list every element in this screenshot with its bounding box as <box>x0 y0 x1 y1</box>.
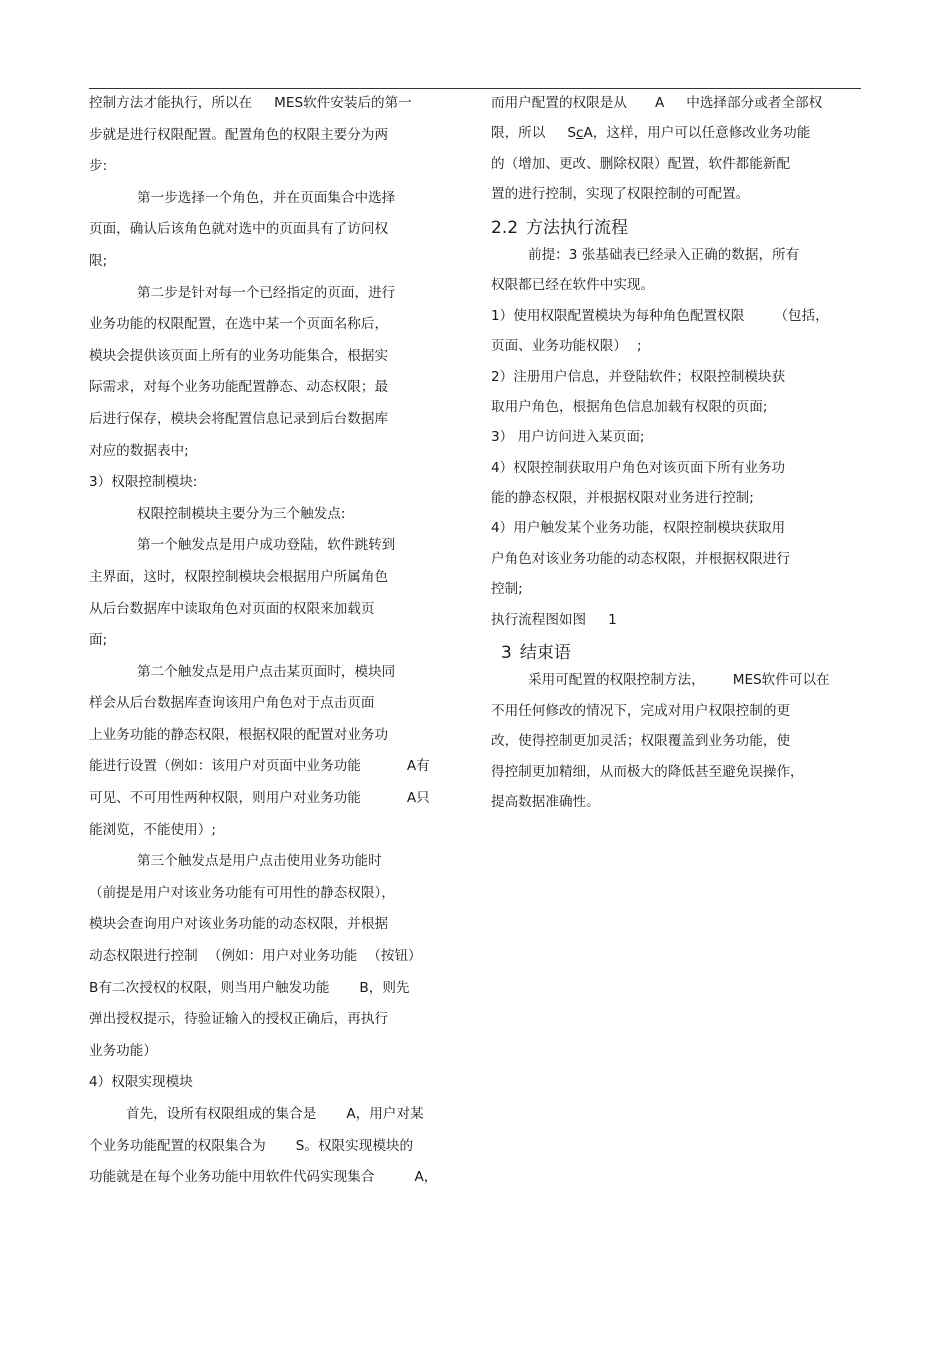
text-line: 置的进行控制，实现了权限控制的可配置。 <box>491 186 750 203</box>
text-span: 个业务功能配置的权限集合为 <box>89 1137 266 1154</box>
text-span: A只 <box>406 790 430 807</box>
text-span: B，则先 <box>359 979 410 996</box>
text-span: 而用户配置的权限是从 <box>491 95 627 111</box>
header-rule <box>89 88 861 89</box>
paragraph-first-line: 第一步选择一个角色，并在页面集合中选择 <box>137 189 396 206</box>
subsection-heading: 3）权限控制模块: <box>89 474 198 491</box>
text-line: 限; <box>89 252 108 269</box>
list-item: 4）权限控制获取用户角色对该页面下所有业务功 <box>491 459 786 476</box>
text-span: 控制方法才能执行，所以在 <box>89 95 253 111</box>
text-line: 权限都已经在软件中实现。 <box>491 277 655 294</box>
paragraph-first-line: 第一个触发点是用户成功登陆，软件跳转到 <box>137 537 396 554</box>
text-span: S <box>567 125 577 142</box>
section-heading-2-2 <box>491 217 863 247</box>
text-line <box>491 612 863 642</box>
text-line: 际需求，对每个业务功能配置静态、动态权限；最 <box>89 379 389 396</box>
text-line <box>491 338 863 368</box>
subsection-heading: 4）权限实现模块 <box>89 1074 193 1091</box>
section-heading-3 <box>491 642 863 672</box>
section-number: 3 <box>501 643 512 664</box>
left-column <box>89 95 469 1201</box>
text-line <box>89 758 469 790</box>
text-line: 改，使得控制更加灵活；权限覆盖到业务功能，使 <box>491 733 791 750</box>
text-line: 后进行保存，模块会将配置信息记录到后台数据库 <box>89 410 389 427</box>
text-line: 不用任何修改的情况下，完成对用户权限控制的更 <box>491 702 791 719</box>
text-line <box>89 1106 469 1138</box>
text-line: 户角色对该业务功能的动态权限，并根据权限进行 <box>491 550 791 567</box>
section-title: 方法执行流程 <box>526 217 629 238</box>
text-line: 页面，确认后该角色就对选中的页面具有了访问权 <box>89 221 389 238</box>
text-span: 可见、不可用性两种权限，则用户对业务功能 <box>89 790 361 807</box>
figure-reference: 1 <box>608 611 617 628</box>
text-line: 模块会查询用户对该业务功能的动态权限，并根据 <box>89 916 389 933</box>
list-item: 2）注册用户信息，并登陆软件；权限控制模块获 <box>491 368 786 385</box>
text-span: 能进行设置（例如：该用户对页面中业务功能 <box>89 758 361 775</box>
text-span: 动态权限进行控制 <box>89 948 198 965</box>
paragraph-first-line: 第二步是针对每一个已经指定的页面，进行 <box>137 284 396 301</box>
text-line: 对应的数据表中; <box>89 442 189 459</box>
text-line: 得控制更加精细，从而极大的降低甚至避免误操作， <box>491 763 804 780</box>
list-item <box>491 308 863 338</box>
text-span: ; <box>636 338 642 355</box>
list-item: 4）用户触发某个业务功能，权限控制模块获取用 <box>491 520 786 537</box>
paragraph-first-line <box>491 672 863 702</box>
text-span: A，用户对某 <box>346 1106 424 1122</box>
text-line: 业务功能的权限配置，在选中某一个页面名称后， <box>89 316 389 333</box>
text-span: MES软件可以在 <box>732 672 830 689</box>
text-span: 执行流程图如图 <box>491 611 587 628</box>
text-span: 1）使用权限配置模块为每种角色配置权限 <box>491 307 745 324</box>
paragraph-first-line: 第三个触发点是用户点击使用业务功能时 <box>137 853 382 870</box>
subset-symbol: c <box>576 125 584 142</box>
text-line: 样会从后台数据库查询该用户角色对于点击页面 <box>89 695 375 712</box>
text-line: 主界面，这时，权限控制模块会根据用户所属角色 <box>89 568 389 585</box>
text-span: A <box>654 95 665 111</box>
text-line: 弹出授权提示，待验证输入的授权正确后，再执行 <box>89 1011 389 1028</box>
text-line: 业务功能） <box>89 1042 157 1059</box>
text-line: 取用户角色，根据角色信息加载有权限的页面; <box>491 398 768 415</box>
text-span: 中选择部分或者全部权 <box>686 95 823 111</box>
text-span: （按钮） <box>367 948 422 965</box>
text-line: 步就是进行权限配置。配置角色的权限主要分为两 <box>89 126 389 143</box>
text-span: S。权限实现模块的 <box>295 1137 414 1154</box>
list-item: 3） 用户访问进入某页面; <box>491 429 645 446</box>
text-line: 控制; <box>491 581 523 598</box>
text-span: 页面、业务功能权限） <box>491 338 627 355</box>
text-span: （例如：用户对业务功能 <box>207 948 358 965</box>
paragraph-first-line: 前提：3 张基础表已经录入正确的数据，所有 <box>528 246 800 263</box>
text-line: 能的静态权限，并根据权限对业务进行控制; <box>491 490 754 507</box>
text-line: 提高数据准确性。 <box>491 793 600 810</box>
text-span: 采用可配置的权限控制方法， <box>528 672 705 689</box>
paragraph-first-line: 权限控制模块主要分为三个触发点: <box>137 505 346 522</box>
text-line <box>89 948 469 980</box>
text-span: A， <box>414 1169 438 1186</box>
text-line: （前提是用户对该业务功能有可用性的静态权限）， <box>89 884 395 901</box>
text-line: 的（增加、更改、删除权限）配置，软件都能新配 <box>491 155 791 172</box>
text-span: A，这样，用户可以任意修改业务功能 <box>583 125 811 142</box>
section-number: 2.2 <box>491 217 519 238</box>
text-line <box>89 1169 469 1201</box>
text-span: 限，所以 <box>491 125 546 142</box>
right-column <box>491 95 863 824</box>
section-title: 结束语 <box>519 643 571 664</box>
text-span: 软件安装后的第一 <box>303 95 412 111</box>
text-span: MES <box>274 95 304 111</box>
text-line: 模块会提供该页面上所有的业务功能集合，根据实 <box>89 347 389 364</box>
text-line: 能浏览，不能使用）; <box>89 821 216 838</box>
text-line <box>89 790 469 822</box>
text-line: 上业务功能的静态权限，根据权限的配置对业务功 <box>89 726 389 743</box>
text-span: 首先，设所有权限组成的集合是 <box>126 1106 317 1122</box>
text-line <box>491 95 863 125</box>
text-line <box>89 95 469 127</box>
paragraph-first-line: 第二个触发点是用户点击某页面时，模块同 <box>137 663 396 680</box>
text-span: A有 <box>406 758 430 775</box>
text-span: 功能就是在每个业务功能中用软件代码实现集合 <box>89 1169 375 1186</box>
text-line <box>89 980 469 1012</box>
text-line <box>491 125 863 155</box>
text-line: 面; <box>89 632 108 649</box>
text-line <box>89 1138 469 1170</box>
text-line: 步: <box>89 158 108 175</box>
text-line: 从后台数据库中读取角色对页面的权限来加载页 <box>89 600 375 617</box>
text-span: B有二次授权的权限，则当用户触发功能 <box>89 979 330 996</box>
text-span: （包括， <box>774 307 829 324</box>
